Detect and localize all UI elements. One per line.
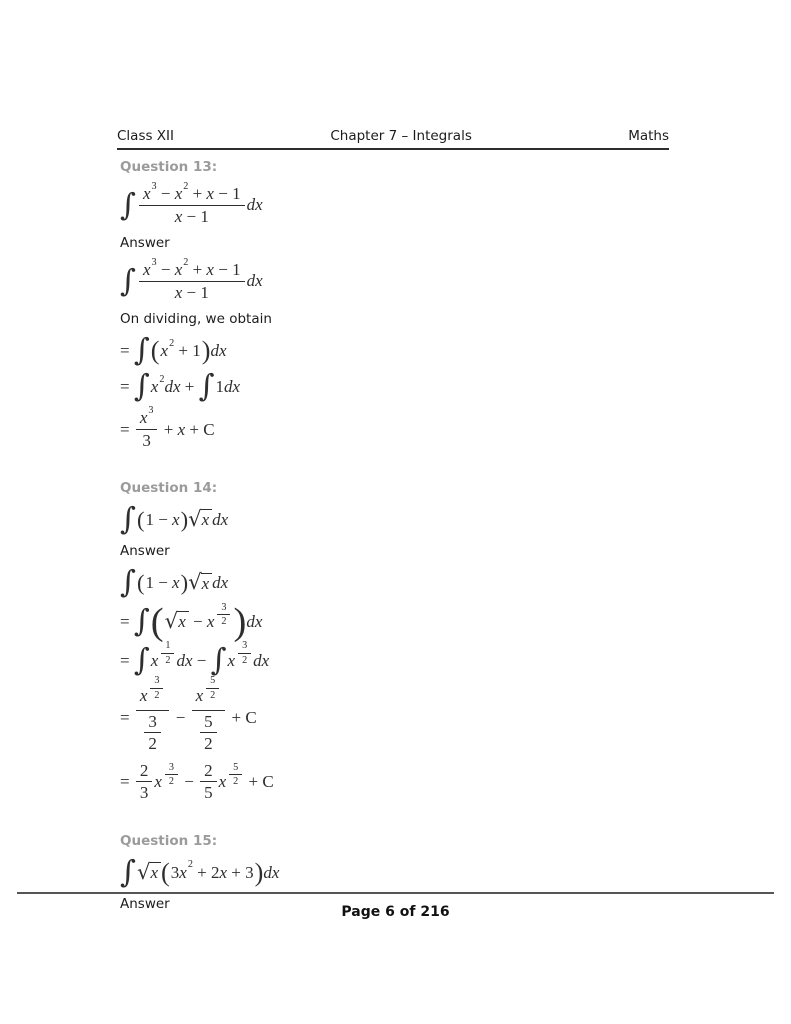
equation: = $\frac{2}{3}$ x $\frac{3}{2}$ − $\frac{2}{5}$ x $\frac{5}{2}$ + C (120, 760, 274, 803)
equation: = x $\frac{3}{2}$ $\frac{3}{2}$ − x $\frac{5}{2}$ $\frac{5}{2}$ + C (120, 675, 257, 754)
equation: = x 3 3 + x + C (120, 405, 215, 450)
footer-divider (17, 892, 774, 894)
header-subject-label: Maths (628, 128, 669, 144)
paragraph: On dividing, we obtain (120, 311, 272, 328)
paragraph: Answer (120, 543, 170, 560)
equation: = ∫ x $\frac{1}{2}$ dx − ∫ x $\frac{3}{2}$ dx (120, 640, 270, 679)
equation: ∫ x 3 − x 2 + x − 1 x − 1 dx (120, 180, 263, 226)
paragraph: Answer (120, 896, 170, 913)
header-chapter-title: Chapter 7 – Integrals (330, 128, 472, 144)
question-section (120, 480, 700, 803)
document-content (120, 159, 700, 942)
equation: ∫ x 3 − x 2 + x − 1 x − 1 dx (120, 256, 263, 302)
equation: ∫ ( 1 − x ) √ x dx (120, 502, 229, 538)
equation: ∫ ( 1 − x ) √ x dx (120, 565, 229, 601)
equation: = ∫ ( x 2 + 1 ) dx (120, 333, 227, 369)
question-heading: Question 13: (120, 159, 218, 175)
page-header (117, 128, 669, 150)
paragraph: Answer (120, 235, 170, 252)
equation: = ∫ x 2 dx + ∫ 1 dx (120, 369, 241, 405)
question-section (120, 833, 700, 912)
question-section (120, 159, 700, 450)
page-number: Page 6 of 216 (341, 904, 450, 920)
question-heading: Question 15: (120, 832, 218, 849)
equation: ∫ √ x ( 3 x 2 + 2 x + 3 ) dx (120, 854, 280, 890)
header-class-label: Class XII (117, 128, 175, 144)
equation: = ∫ ( √ x − x $\frac{3}{2}$ ) dx (120, 600, 263, 643)
question-heading: Question 14: (120, 480, 218, 497)
